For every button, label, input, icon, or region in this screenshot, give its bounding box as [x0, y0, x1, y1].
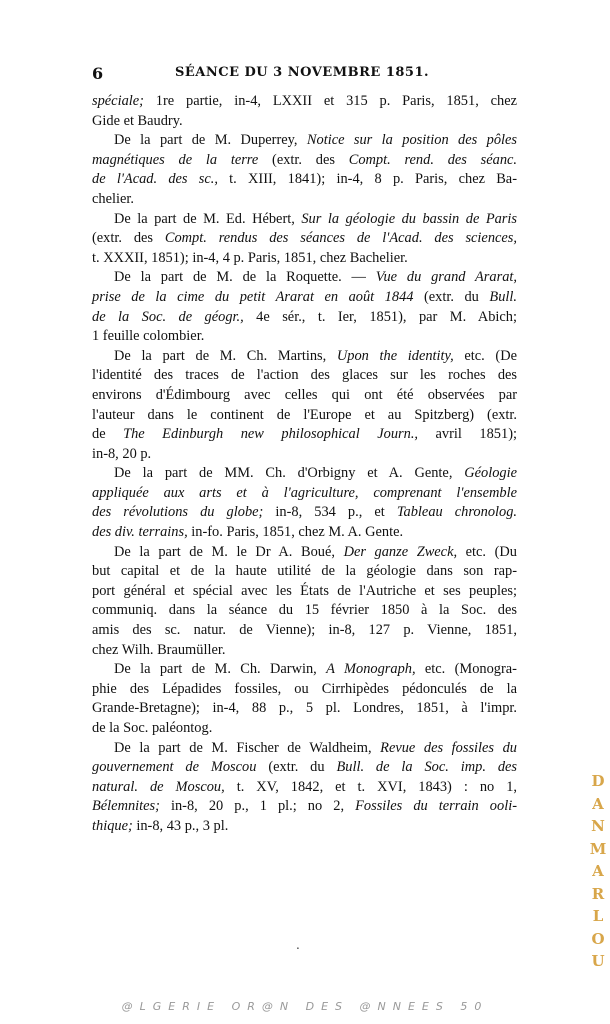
text-line [92, 503, 517, 523]
text-run: t. XXXII, 1851); in-4, 4 p. Paris, 1851, chez Bachelier. [92, 249, 408, 266]
italic-text: Notice sur la position des pôles [306, 132, 518, 149]
watermark-letter: D [591, 772, 605, 790]
text-run: chez Wilh. Braumüller. [92, 641, 226, 658]
text-run: in-8, 20 p., 1 pl.; no 2, [159, 798, 356, 815]
text-run: port général et spécial avec les États de l'Autriche et ses peuples; [92, 582, 517, 599]
text-line [92, 151, 517, 171]
text-line [92, 92, 517, 112]
text-line [92, 268, 517, 288]
watermark-letter: A [592, 794, 604, 813]
text-run: environs d'Édimbourg avec celles qui ont été observées par [92, 386, 517, 403]
watermark-letter: U [591, 952, 605, 970]
italic-text: Bélemnites; [92, 798, 160, 815]
text-run: (extr. du [413, 288, 490, 305]
text-line [92, 758, 517, 778]
text-run: phie des Lépadides fossiles, ou Cirrhipèdes pédonculés de la [92, 680, 517, 697]
text-line [92, 445, 517, 465]
italic-text: des div. terrains, [92, 524, 188, 541]
text-line [92, 386, 517, 406]
text-run: De la part de MM. Ch. d'Orbigny et A. Gente, [114, 465, 465, 482]
italic-text: Compt. rend. des séanc. [348, 151, 518, 168]
watermark-letter: L [592, 907, 604, 925]
text-run: l'identité des traces de l'action des glaces sur les roches des [92, 367, 517, 384]
watermark-letter: A [592, 862, 604, 880]
watermark-letter: M [589, 839, 607, 858]
text-line [92, 523, 517, 543]
text-run: etc. (Monogra- [415, 661, 517, 678]
text-line [92, 308, 517, 328]
text-run: Gide et Baudry. [92, 112, 183, 129]
text-run: etc. (De [453, 347, 517, 364]
text-line [92, 641, 517, 661]
watermark-letter: O [591, 929, 605, 948]
italic-text: Géologie [464, 465, 517, 482]
page-number: 6 [92, 64, 104, 83]
italic-text: Revue des fossiles du [380, 739, 517, 756]
text-line [92, 543, 517, 563]
text-line [92, 170, 517, 190]
text-line [92, 739, 517, 759]
text-run: de la Soc. paléontog. [92, 720, 213, 736]
text-run: 4e sér., t. Ier, 1851), par M. Abich; [243, 308, 517, 325]
italic-text: gouvernement de Moscou [92, 759, 257, 776]
text-line [92, 249, 517, 269]
running-title: SÉANCE DU 3 NOVEMBRE 1851. [174, 65, 430, 80]
italic-text: de l'Acad. des sc., [92, 171, 218, 188]
text-run: De la part de M. le Dr A. Boué, [114, 543, 344, 560]
text-run: t. XV, 1842, et t. XVI, 1843) : no 1, [224, 778, 517, 795]
italic-text: thique; [92, 817, 133, 834]
text-line [92, 210, 517, 230]
text-run: in-8, 43 p., 3 pl. [132, 817, 229, 834]
text-run: t. XIII, 1841); in-4, 8 p. Paris, chez Ba- [217, 171, 517, 188]
text-line [92, 778, 517, 798]
text-line [92, 327, 517, 347]
italic-text: Bull. de la Soc. imp. des [336, 759, 518, 776]
italic-text: de la Soc. de géogr., [92, 308, 244, 325]
text-run: 1re partie, in-4, LXXII et 315 p. Paris, 1851, chez [143, 93, 517, 109]
text-line [92, 366, 517, 386]
text-line [92, 406, 517, 426]
italic-text: Compt. rendus des séances de l'Acad. des sciences, [164, 230, 517, 247]
text-line [92, 817, 517, 837]
italic-text: Der ganze Zweck, [343, 543, 458, 560]
text-line [92, 229, 517, 249]
italic-text: magnétiques de la terre [92, 151, 259, 168]
text-line [92, 425, 517, 445]
text-line [92, 562, 517, 582]
italic-text: des révolutions du globe; [92, 504, 264, 521]
watermark-letter: R [591, 884, 605, 903]
italic-text: Bull. [489, 288, 517, 305]
italic-text: natural. de Moscou, [92, 778, 225, 795]
text-run: amis des sc. natur. de Vienne); in-8, 127 p. Vienne, 1851, [92, 622, 517, 639]
body-text [92, 92, 517, 837]
text-line [92, 582, 517, 602]
text-run: communiq. dans la séance du 15 février 1850 à la Soc. des [92, 602, 517, 619]
text-run: avril 1851); [418, 426, 517, 443]
text-line [92, 699, 517, 719]
text-run: chelier. [92, 190, 134, 207]
text-line [92, 464, 517, 484]
text-line [92, 190, 517, 210]
italic-text: A Monograph, [326, 661, 416, 678]
text-line [92, 719, 517, 739]
text-run: l'auteur dans le continent de l'Europe et au Spitzberg) (extr. [92, 406, 517, 423]
italic-text: Fossiles du terrain ooli- [355, 798, 517, 815]
page-dot: . [296, 938, 300, 952]
text-run: etc. (Du [457, 543, 517, 560]
text-run: De la part de M. Ch. Martins, [114, 347, 337, 364]
text-run: but capital et de la haute utilité de la géologie dans son rap- [92, 563, 517, 580]
text-line [92, 601, 517, 621]
text-run: in-fo. Paris, 1851, chez M. A. Gente. [187, 524, 404, 541]
text-line [92, 621, 517, 641]
italic-text: The Edinburgh new philosophical Journ., [123, 426, 419, 443]
text-run: (extr. des [92, 230, 165, 247]
text-run: De la part de M. Ed. Hébert, [114, 210, 302, 227]
text-line [92, 347, 517, 367]
text-line [92, 112, 517, 132]
italic-text: Vue du grand Ararat, [375, 269, 517, 286]
text-line [92, 680, 517, 700]
text-run: De la part de M. de la Roquette. — [114, 269, 376, 286]
text-run: in-8, 20 p. [92, 445, 152, 462]
running-header [92, 64, 512, 86]
text-run: (extr. des [258, 151, 349, 168]
text-run: de [92, 426, 124, 443]
italic-text: appliquée aux arts et à l'agriculture, comprenant l'ensemble [92, 484, 517, 501]
text-line [92, 131, 517, 151]
italic-text: Upon the identity, [336, 347, 454, 364]
italic-text: prise de la cime du petit Ararat en août 1844 [92, 288, 414, 305]
text-run: Grande-Bretagne); in-4, 88 p., 5 pl. Londres, 1851, à l'impr. [92, 700, 517, 717]
text-run: 1 feuille colombier. [92, 328, 205, 345]
text-run: (extr. du [256, 759, 337, 776]
text-run: De la part de M. Duperrey, [114, 132, 307, 149]
text-line [92, 484, 517, 504]
bottom-watermark: @LGERIE OR@N DES @NNEES 50 [121, 1000, 489, 1013]
vertical-watermark [588, 770, 608, 973]
italic-text: spéciale; [92, 93, 144, 109]
text-run: in-8, 534 p., et [263, 504, 397, 521]
watermark-letter: N [591, 817, 605, 835]
italic-text: Tableau chronolog. [396, 504, 518, 521]
text-run: De la part de M. Fischer de Waldheim, [114, 739, 381, 756]
italic-text: Sur la géologie du bassin de Paris [301, 210, 518, 227]
text-line [92, 288, 517, 308]
text-line [92, 797, 517, 817]
text-run: De la part de M. Ch. Darwin, [114, 661, 327, 678]
text-line [92, 660, 517, 680]
